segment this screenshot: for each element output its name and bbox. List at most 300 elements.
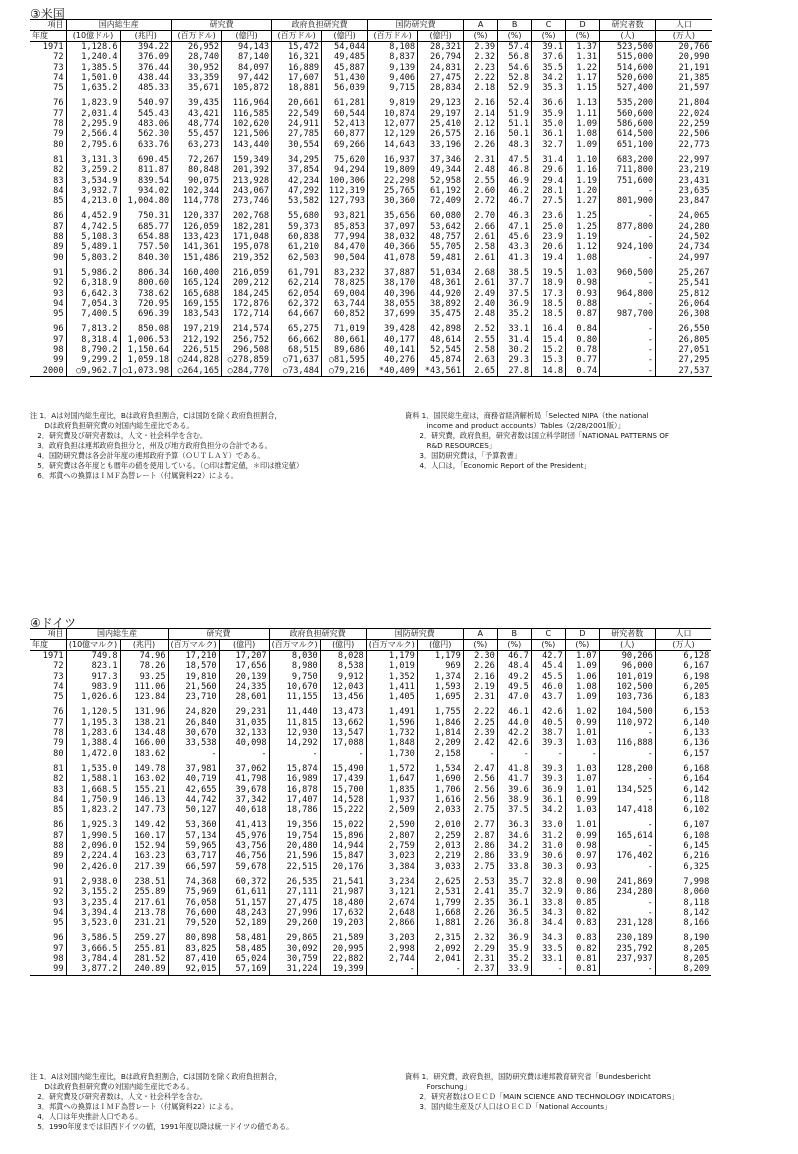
table-cell: 0.99	[565, 831, 599, 841]
table-cell: 21,560	[168, 682, 219, 692]
table-cell: 59,965	[168, 841, 219, 851]
note-line: 3．国防研究費は，「予算教書」	[405, 451, 521, 460]
table-cell: 33.9	[497, 964, 531, 975]
table-cell: 155.21	[120, 785, 168, 795]
table-row	[30, 872, 711, 887]
table-cell: 1,491	[366, 702, 417, 717]
table-cell: 2,674	[366, 898, 417, 908]
table-cell: 2.61	[464, 232, 498, 242]
table-cell: 2,041	[417, 954, 463, 964]
table-cell: 2.56	[463, 785, 497, 795]
table-cell: 2.14	[464, 109, 498, 119]
year-cell: 78	[53, 119, 64, 130]
table-cell: 18,786	[269, 805, 320, 815]
table-cell: 24,997	[656, 253, 712, 263]
table-cell: 45,874	[418, 355, 464, 365]
table-cell: 36.5	[497, 908, 531, 918]
table-cell: 2.55	[464, 176, 498, 186]
year-cell: 81	[53, 763, 64, 774]
population-header: 人口	[656, 20, 712, 31]
table-cell: 15,022	[320, 815, 366, 830]
table-cell: 94,294	[322, 165, 368, 175]
table-cell: 14.8	[532, 366, 566, 377]
table-cell: 811.87	[120, 165, 172, 175]
table-cell: 38.5	[498, 263, 532, 278]
table-cell: 33.8	[531, 898, 565, 908]
table-cell: 1,835	[366, 785, 417, 795]
table-cell: 31.0	[531, 841, 565, 851]
table-cell: 2.39	[463, 728, 497, 738]
table-cell: 80,898	[168, 928, 219, 943]
table-cell: 27,996	[269, 908, 320, 918]
year-cell: 79	[53, 738, 64, 749]
table-cell: 1,814	[417, 728, 463, 738]
table-cell: 26,308	[656, 309, 712, 319]
table-cell: 823.1	[66, 661, 120, 671]
table-cell: 2.60	[464, 186, 498, 196]
table-cell: 1,990.5	[66, 831, 120, 841]
table-cell: 39.3	[531, 759, 565, 774]
table-cell: 49.2	[497, 672, 531, 682]
table-cell: 2.66	[464, 222, 498, 232]
d-header: D	[565, 629, 599, 640]
table-cell: 28,601	[219, 692, 269, 702]
table-cell: 77,994	[322, 232, 368, 242]
table-cell: 184,245	[222, 289, 272, 299]
table-cell: 74,368	[168, 872, 219, 887]
gov-rd-header: 政府負担研究費	[269, 629, 366, 640]
table-cell: 112,319	[322, 186, 368, 196]
table-cell: 1,732	[366, 728, 417, 738]
table-cell: 6,198	[655, 672, 711, 682]
table-cell: 1.09	[565, 692, 599, 702]
table-cell: 29,865	[269, 928, 320, 943]
table-cell: 231,128	[599, 918, 655, 928]
table-row	[30, 222, 712, 232]
table-cell: 1.25	[566, 222, 600, 232]
table-cell: 24,502	[656, 232, 712, 242]
table-cell: 1.03	[565, 738, 599, 748]
table-cell: 60,372	[219, 872, 269, 887]
table-cell: 1.01	[565, 785, 599, 795]
table-cell: 3,877.2	[66, 964, 120, 975]
table-cell: 55,705	[418, 242, 464, 252]
table-cell: 34.2	[531, 805, 565, 815]
table-cell: 134.48	[120, 728, 168, 738]
table-cell: 58,485	[219, 944, 269, 954]
table-cell: 20.6	[532, 242, 566, 252]
table-cell: 13,547	[320, 728, 366, 738]
table-cell: 960,500	[600, 263, 656, 278]
table-cell: 1.06	[565, 672, 599, 682]
table-cell: 8,118	[655, 898, 711, 908]
table-cell: 40,618	[219, 805, 269, 815]
table-cell: 182,281	[222, 222, 272, 232]
table-cell: 2.53	[463, 872, 497, 887]
table-cell: 27,111	[269, 887, 320, 897]
table-cell: *43,561	[418, 366, 464, 377]
table-row	[30, 366, 712, 377]
table-cell: 924,100	[600, 242, 656, 252]
table-cell: 72,267	[172, 150, 222, 165]
table-cell: 24,280	[656, 222, 712, 232]
table-cell: 160.17	[120, 831, 168, 841]
table-cell: 38,892	[418, 299, 464, 309]
population-header: 人口	[655, 629, 711, 640]
table-row	[30, 908, 711, 918]
table-cell: 983.9	[66, 682, 120, 692]
unit-header: (%)	[566, 31, 600, 42]
table-cell: 1,019	[366, 661, 417, 671]
table-cell: 5,489.1	[66, 242, 120, 252]
note-line: 4．国防研究費は各会計年度の連邦政府予算（ＯＵＴＬＡＹ）である。	[30, 451, 265, 460]
table-cell: 3,586.5	[66, 928, 120, 943]
year-cell: 84	[53, 185, 64, 196]
table-cell: 964,800	[600, 289, 656, 299]
table-cell: 12,077	[368, 119, 418, 129]
year-cell: 87	[53, 221, 64, 232]
table-cell: 2.77	[463, 815, 497, 830]
table-cell: 1.01	[565, 815, 599, 830]
table-cell: 76,058	[168, 898, 219, 908]
table-cell: 212,192	[172, 335, 222, 345]
table-cell: 47.5	[498, 150, 532, 165]
table-cell: 2.18	[464, 83, 498, 93]
table-cell: 23.9	[532, 232, 566, 242]
table-cell: 1,846	[417, 718, 463, 728]
table-row	[30, 335, 712, 345]
unit-header: (百万ドル)	[172, 31, 222, 42]
table-cell: 76,600	[168, 908, 219, 918]
table-cell: 3,023	[366, 851, 417, 861]
table-cell: 2,033	[417, 805, 463, 815]
table-cell: 35.0	[532, 119, 566, 129]
table-cell: 0.74	[566, 366, 600, 377]
note-line: 2．研究費及び研究者数は，人文・社会科学を含む。	[30, 431, 208, 440]
table-cell: 33,538	[168, 738, 219, 748]
table-cell: 2.31	[463, 692, 497, 702]
table-cell: 47.0	[497, 692, 531, 702]
year-header: 年度	[30, 31, 66, 42]
table-cell: 42,655	[168, 785, 219, 795]
table-cell: 197,219	[172, 319, 222, 334]
table-cell: 1,388.4	[66, 738, 120, 748]
table-cell: 18,881	[272, 83, 322, 93]
table-cell: 4,213.0	[66, 196, 120, 206]
table-row	[30, 196, 712, 206]
table-cell: 80,661	[322, 335, 368, 345]
table-cell: 183.62	[120, 749, 168, 759]
table-cell: 1,823.2	[66, 805, 120, 815]
table-cell: 61,281	[322, 93, 368, 108]
table-cell: 2,295.9	[66, 119, 120, 129]
year-cell: 88	[53, 232, 64, 243]
table-cell: 57,169	[219, 964, 269, 975]
table-cell: 37.5	[498, 289, 532, 299]
table-cell: 683,200	[600, 150, 656, 165]
table-cell: 32.7	[532, 140, 566, 150]
year-cell: 80	[53, 748, 64, 759]
table-cell: 20,480	[269, 841, 320, 851]
table-cell: -	[599, 908, 655, 918]
table-cell: 19.4	[532, 253, 566, 263]
note-line: 資料 1．研究費，政府負担，国防研究費は連邦教育研究省「Bundesbericht	[405, 1072, 651, 1081]
table-cell: 2.61	[464, 253, 498, 263]
year-cell: 80	[53, 139, 64, 150]
unit-header: (億円)	[417, 640, 463, 651]
table-cell: 877,800	[600, 222, 656, 232]
table-cell: 1,179	[366, 651, 417, 662]
table-cell: 26,952	[172, 42, 222, 53]
table-cell: 149.78	[120, 759, 168, 774]
table-cell: 35.9	[532, 109, 566, 119]
table-cell: 93.25	[120, 672, 168, 682]
table-cell: 23,431	[656, 176, 712, 186]
table-row	[30, 119, 712, 129]
year-cell: 99	[53, 355, 64, 366]
table-cell: ○264,165	[172, 366, 222, 377]
table-cell: 2,531	[417, 887, 463, 897]
table-cell: 5,108.3	[66, 232, 120, 242]
table-cell: 2.19	[463, 682, 497, 692]
year-cell: 77	[53, 108, 64, 119]
table-cell: 39.6	[497, 785, 531, 795]
table-cell: 256,752	[222, 335, 272, 345]
table-cell: 2.41	[463, 887, 497, 897]
table-cell: -	[417, 964, 463, 975]
table-cell: 133,423	[172, 232, 222, 242]
table-cell: 87,140	[222, 52, 272, 62]
table-cell: 0.90	[565, 872, 599, 887]
table-cell: 52,958	[418, 176, 464, 186]
table-cell: 165,688	[172, 289, 222, 299]
table-cell: 1.03	[565, 759, 599, 774]
table-cell: 3,131.3	[66, 150, 120, 165]
year-cell: 75	[53, 692, 64, 703]
table-cell: 52,545	[418, 345, 464, 355]
table-cell: 217.61	[120, 898, 168, 908]
table-cell: 40,098	[219, 738, 269, 748]
table-cell: 2.72	[464, 196, 498, 206]
table-cell: 2.32	[463, 928, 497, 943]
table-cell: 2,158	[417, 749, 463, 759]
table-cell: -	[565, 749, 599, 759]
table-cell: ○81,595	[322, 355, 368, 365]
table-cell: 2.86	[463, 841, 497, 851]
table-row	[30, 728, 711, 738]
table-cell: 1,593	[417, 682, 463, 692]
table-cell: 12,129	[368, 129, 418, 139]
table-cell: 15,222	[320, 805, 366, 815]
table-cell: 46.3	[498, 206, 532, 221]
table-cell: 41,413	[219, 815, 269, 830]
table-cell: 202,768	[222, 206, 272, 221]
table-cell: 0.82	[565, 908, 599, 918]
table-cell: 43.7	[531, 692, 565, 702]
table-cell: 80,848	[172, 165, 222, 175]
table-cell: 52.8	[498, 73, 532, 83]
table-cell: 101,019	[599, 672, 655, 682]
table-cell: 1.15	[566, 83, 600, 93]
table-cell: 6,642.3	[66, 289, 120, 299]
table-cell: 27,295	[656, 355, 712, 365]
table-cell: 37.6	[532, 52, 566, 62]
table-cell: 2.47	[463, 759, 497, 774]
table-cell: 2.16	[463, 672, 497, 682]
table-cell: 32,133	[219, 728, 269, 738]
table-cell: 1,128.6	[66, 42, 120, 53]
table-cell: 120,337	[172, 206, 222, 221]
table-cell: 2.70	[464, 206, 498, 221]
table-cell: 35.9	[497, 944, 531, 954]
table-cell: 2.61	[464, 278, 498, 288]
table-cell: 1.09	[566, 119, 600, 129]
table-row	[30, 749, 711, 759]
table-cell: 94,143	[222, 42, 272, 53]
table-cell: ○244,828	[172, 355, 222, 365]
table-cell: 2,759	[366, 841, 417, 851]
table-cell: -	[600, 319, 656, 334]
table-cell: 214,574	[222, 319, 272, 334]
table-cell: 21,596	[269, 851, 320, 861]
table-cell: 50,127	[168, 805, 219, 815]
table-cell: -	[531, 749, 565, 759]
note-line: 2．研究費及び研究者数は，人文・社会科学を含む。	[30, 1092, 208, 1101]
table-cell: 114,778	[172, 196, 222, 206]
table-cell: 40,719	[168, 774, 219, 784]
table-cell: 97,442	[222, 73, 272, 83]
table-cell: 0.99	[565, 795, 599, 805]
table-cell: 2.26	[463, 661, 497, 671]
table-cell: 55,680	[272, 206, 322, 221]
unit-header: (%)	[463, 640, 497, 651]
table-cell: 90,206	[599, 651, 655, 662]
table-cell: 7,054.3	[66, 299, 120, 309]
table-cell: 2.23	[464, 63, 498, 73]
table-cell: 29.4	[532, 176, 566, 186]
table-cell: 16,937	[368, 150, 418, 165]
table-cell: 44,920	[418, 289, 464, 299]
table-cell: 53,642	[418, 222, 464, 232]
table-cell: 87,410	[168, 954, 219, 964]
table-cell: -	[219, 749, 269, 759]
table-cell: 18.5	[532, 299, 566, 309]
table-cell: 40,177	[368, 335, 418, 345]
unit-header: (億円)	[418, 31, 464, 42]
table-cell: 36.1	[532, 129, 566, 139]
table-row	[30, 898, 711, 908]
table-cell: 6,128	[655, 651, 711, 662]
germany-notes	[30, 1072, 293, 1132]
table-cell: 65,275	[272, 319, 322, 334]
table-cell: 6,205	[655, 682, 711, 692]
table-cell: 2,648	[366, 908, 417, 918]
table-cell: 1,026.6	[66, 692, 120, 702]
table-cell: 2.48	[464, 309, 498, 319]
table-cell: 52.4	[498, 93, 532, 108]
table-cell: 56.8	[498, 52, 532, 62]
table-cell: -	[497, 749, 531, 759]
table-cell: 21,385	[656, 73, 712, 83]
unit-header: (億円)	[222, 31, 272, 42]
table-cell: 1,150.64	[120, 345, 172, 355]
table-cell: -	[600, 278, 656, 288]
table-cell: 102,620	[222, 119, 272, 129]
table-cell: 39,428	[368, 319, 418, 334]
table-cell: -	[599, 898, 655, 908]
table-cell: 1,596	[366, 718, 417, 728]
table-cell: 839.54	[120, 176, 172, 186]
table-cell: 28,321	[418, 42, 464, 53]
table-cell: 690.45	[120, 150, 172, 165]
table-cell: 17,210	[168, 651, 219, 662]
table-cell: 2.40	[464, 299, 498, 309]
year-cell: 89	[53, 851, 64, 862]
rd-header: 研究費	[168, 629, 269, 640]
table-cell: 23,710	[168, 692, 219, 702]
table-cell: 60,080	[418, 206, 464, 221]
table-cell: 8,060	[655, 887, 711, 897]
table-cell: 1,004.80	[120, 196, 172, 206]
table-cell: 1,059.18	[120, 355, 172, 365]
table-cell: 3,203	[366, 928, 417, 943]
unit-header: (億円)	[320, 640, 366, 651]
table-cell: 560,600	[600, 109, 656, 119]
table-cell: 78,825	[322, 278, 368, 288]
table-cell: 89,686	[322, 345, 368, 355]
table-cell: 48,361	[418, 278, 464, 288]
table-cell: 46.1	[497, 702, 531, 717]
table-cell: 23.6	[532, 206, 566, 221]
table-cell: 18,480	[320, 898, 366, 908]
table-cell: 6,157	[655, 749, 711, 759]
table-cell: 59,373	[272, 222, 322, 232]
table-cell: 2.63	[464, 355, 498, 365]
table-row	[30, 165, 712, 175]
table-row	[30, 83, 712, 93]
table-row	[30, 954, 711, 964]
table-cell: 40,276	[368, 355, 418, 365]
table-cell: 5,803.2	[66, 253, 120, 263]
table-cell: 1,195.3	[66, 718, 120, 728]
table-cell: 27,785	[272, 129, 322, 139]
table-cell: 6,168	[655, 759, 711, 774]
table-cell: 37,062	[219, 759, 269, 774]
table-cell: 0.93	[565, 862, 599, 872]
table-cell: 9,715	[368, 83, 418, 93]
table-cell: 15,700	[320, 785, 366, 795]
table-cell: 30,670	[168, 728, 219, 738]
table-cell: 29,123	[418, 93, 464, 108]
year-cell: 92	[53, 278, 64, 289]
table-cell: 2.22	[463, 702, 497, 717]
table-cell: 6,136	[655, 738, 711, 748]
table-cell: 159,349	[222, 150, 272, 165]
table-cell: 52.9	[498, 83, 532, 93]
table-cell: 213,928	[222, 176, 272, 186]
table-cell: 394.22	[120, 42, 172, 53]
table-cell: 147,418	[599, 805, 655, 815]
table-cell: 63,273	[172, 140, 222, 150]
table-row	[30, 718, 711, 728]
table-cell: 6,183	[655, 692, 711, 702]
table-cell: 3,234	[366, 872, 417, 887]
table-cell: 5,986.2	[66, 263, 120, 278]
table-cell: 64,667	[272, 309, 322, 319]
table-cell: ○71,637	[272, 355, 322, 365]
table-cell: 131.96	[120, 702, 168, 717]
note-line: 資料 1．国民総生産は，商務省経済解析局「Selected NIPA（the national	[405, 411, 649, 420]
